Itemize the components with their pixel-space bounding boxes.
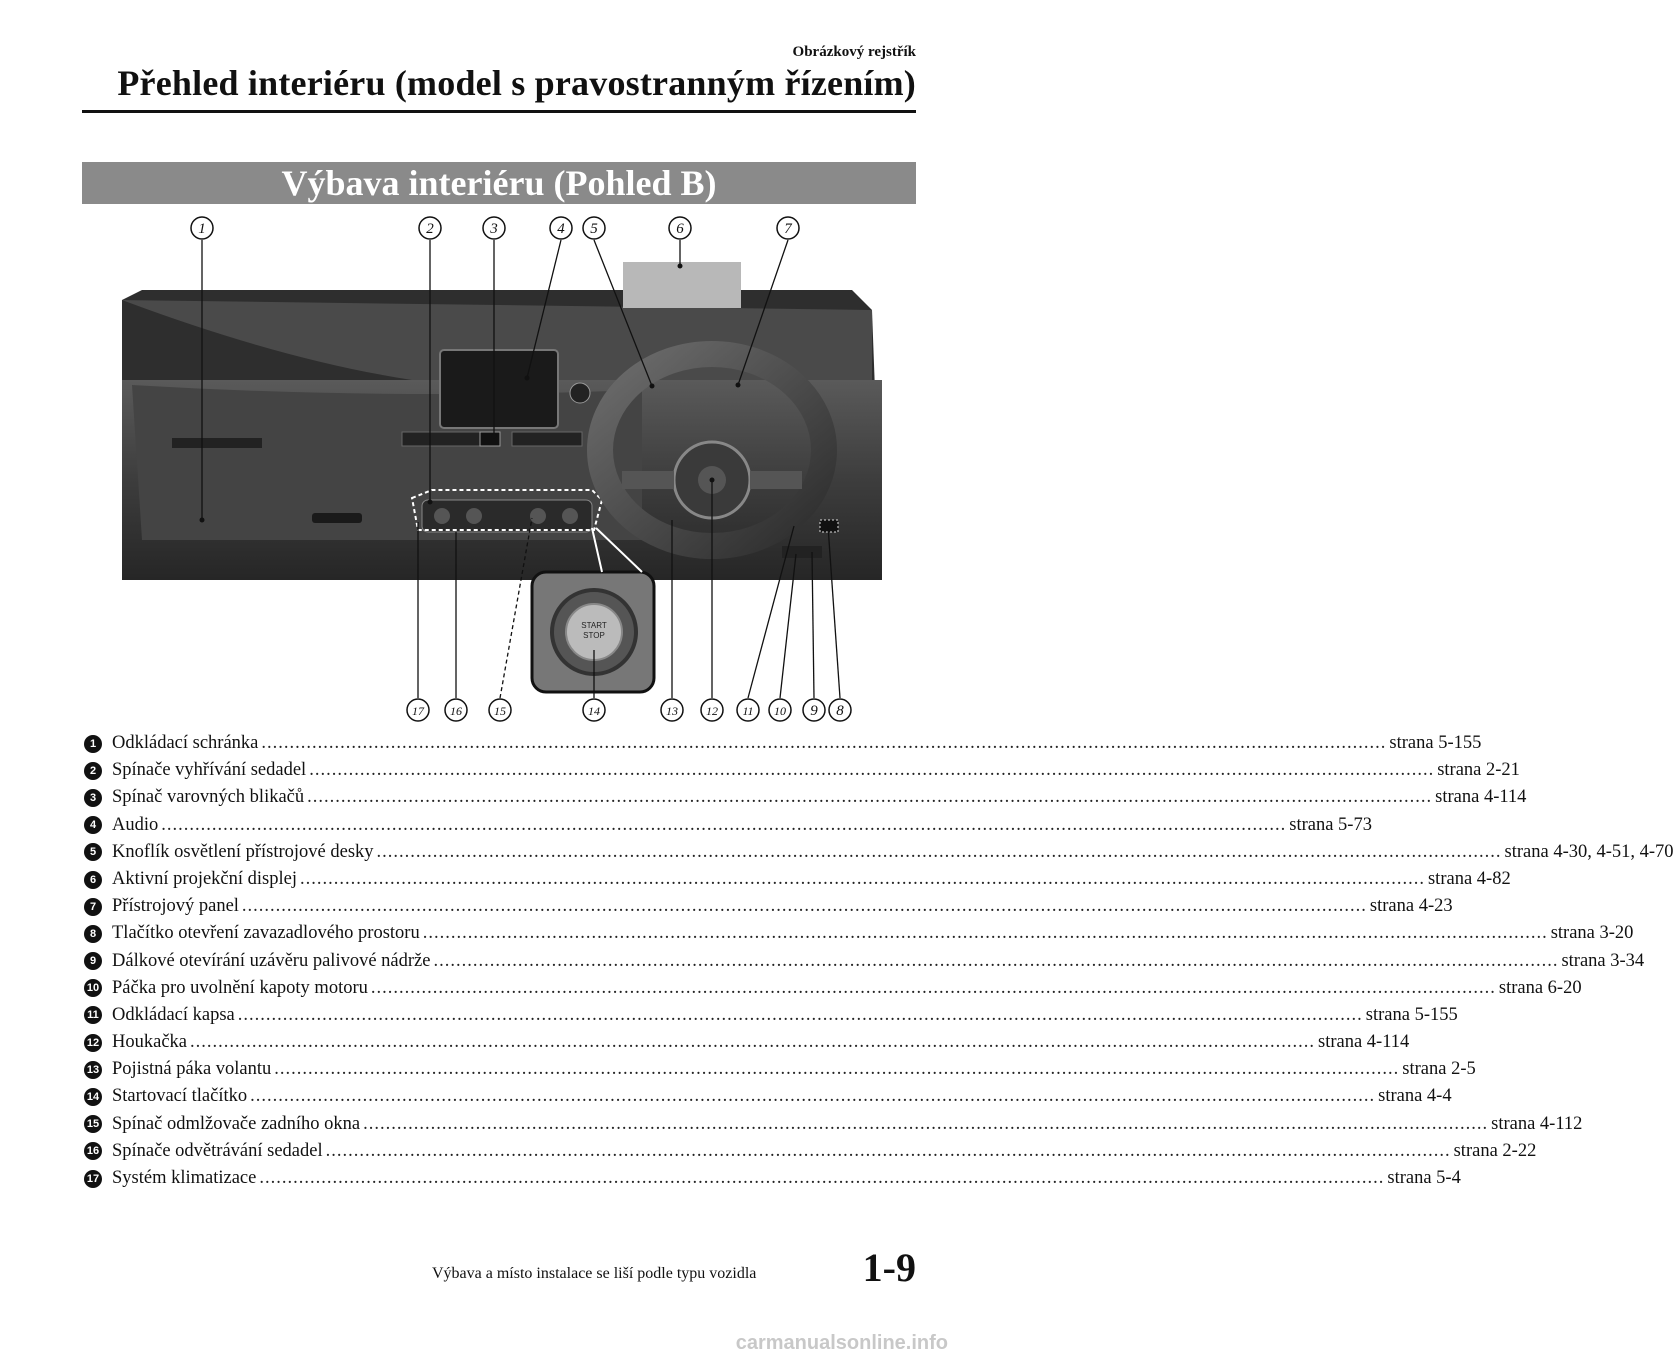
legend-number-badge: 7 bbox=[84, 898, 102, 916]
page-reference: strana 4-114 bbox=[1435, 787, 1527, 808]
legend-number-badge: 5 bbox=[84, 843, 102, 861]
callout-number: 13 bbox=[666, 704, 678, 718]
callout-number: 7 bbox=[784, 221, 792, 237]
dot-leader: ........................................................................................................................................................................................................ bbox=[241, 896, 1367, 917]
callout-number: 5 bbox=[590, 221, 598, 237]
callout-15 bbox=[489, 699, 511, 721]
dot-leader: ........................................................................................................................................................................................................ bbox=[433, 950, 1559, 971]
callout-6 bbox=[669, 217, 691, 239]
start-label-stop: STOP bbox=[583, 631, 605, 640]
legend-label: Knoflík osvětlení přístrojové desky bbox=[112, 841, 374, 862]
page-reference: strana 4-114 bbox=[1318, 1032, 1410, 1053]
page-title: Přehled interiéru (model s pravostranným řízením) bbox=[117, 63, 916, 103]
dashboard-illustration bbox=[82, 210, 916, 730]
dot-leader: ........................................................................................................................................................................................................ bbox=[259, 1168, 1385, 1188]
legend-row bbox=[84, 920, 1634, 947]
dot-leader: ........................................................................................................................................................................................................ bbox=[325, 1140, 1451, 1161]
callout-11 bbox=[737, 699, 759, 721]
interior-figure bbox=[82, 210, 916, 730]
legend-row bbox=[84, 812, 1372, 839]
callout-4 bbox=[550, 217, 572, 239]
callout-number: 17 bbox=[412, 704, 424, 718]
page-reference: strana 4-4 bbox=[1378, 1086, 1452, 1107]
legend-label: Pojistná páka volantu bbox=[112, 1059, 272, 1080]
page-reference: strana 5-73 bbox=[1289, 814, 1372, 835]
legend-label: Houkačka bbox=[112, 1032, 187, 1053]
legend-number-badge: 13 bbox=[84, 1061, 102, 1079]
dot-leader: ........................................................................................................................................................................................................ bbox=[250, 1086, 1376, 1107]
legend-row bbox=[84, 1083, 1452, 1110]
chapter-label: Obrázkový rejstřík bbox=[792, 44, 916, 60]
legend-number-badge: 11 bbox=[84, 1006, 102, 1024]
legend-label: Odkládací kapsa bbox=[112, 1004, 235, 1025]
dot-leader: ........................................................................................................................................................................................................ bbox=[309, 760, 1435, 781]
legend-label: Startovací tlačítko bbox=[112, 1086, 248, 1107]
callout-1 bbox=[191, 217, 213, 239]
legend-number-badge: 9 bbox=[84, 952, 102, 970]
dot-leader: ........................................................................................................................................................................................................ bbox=[363, 1113, 1489, 1134]
callout-number: 12 bbox=[706, 704, 718, 718]
legend-number-badge: 17 bbox=[84, 1170, 102, 1188]
callout-number: 8 bbox=[836, 703, 844, 719]
callout-number: 9 bbox=[810, 703, 818, 719]
page-number: 1-9 bbox=[862, 1245, 916, 1290]
dot-leader: ........................................................................................................................................................................................................ bbox=[237, 1004, 1363, 1025]
legend-row bbox=[84, 975, 1582, 1002]
legend-number-badge: 1 bbox=[84, 735, 102, 753]
legend-number-badge: 15 bbox=[84, 1115, 102, 1133]
callout-7 bbox=[777, 217, 799, 239]
legend-number-badge: 3 bbox=[84, 789, 102, 807]
legend-label: Odkládací schránka bbox=[112, 733, 259, 753]
page-reference: strana 4-30, 4-51, 4-70 bbox=[1504, 841, 1674, 862]
legend-row bbox=[84, 866, 1511, 893]
footer-note: Výbava a místo instalace se liší podle typu vozidla bbox=[432, 1265, 757, 1282]
legend-label: Přístrojový panel bbox=[112, 896, 239, 917]
callout-2 bbox=[419, 217, 441, 239]
callout-10 bbox=[769, 699, 791, 721]
legend-row bbox=[84, 1029, 1410, 1056]
dot-leader: ........................................................................................................................................................................................................ bbox=[370, 977, 1496, 998]
page-reference: strana 3-34 bbox=[1561, 950, 1645, 971]
legend-list bbox=[84, 730, 1674, 1192]
watermark: carmanualsonline.info bbox=[735, 1332, 948, 1354]
callout-9 bbox=[803, 699, 825, 721]
callout-16 bbox=[445, 699, 467, 721]
legend-row bbox=[84, 1056, 1476, 1083]
page-reference: strana 2-21 bbox=[1437, 760, 1520, 781]
dot-leader: ........................................................................................................................................................................................................ bbox=[261, 733, 1387, 753]
header-divider bbox=[82, 110, 916, 113]
legend-row bbox=[84, 1165, 1461, 1192]
legend-label: Aktivní projekční displej bbox=[112, 868, 297, 889]
dot-leader: ........................................................................................................................................................................................................ bbox=[376, 841, 1502, 862]
callout-13 bbox=[661, 699, 683, 721]
legend-row bbox=[84, 893, 1453, 920]
callout-12 bbox=[701, 699, 723, 721]
legend-row bbox=[84, 784, 1527, 811]
legend-row bbox=[84, 948, 1645, 975]
legend-label: Spínače vyhřívání sedadel bbox=[112, 760, 307, 781]
page-reference: strana 3-20 bbox=[1550, 923, 1634, 944]
page-reference: strana 5-155 bbox=[1389, 733, 1482, 753]
legend-row bbox=[84, 1111, 1583, 1138]
legend-number-badge: 2 bbox=[84, 762, 102, 780]
dot-leader: ........................................................................................................................................................................................................ bbox=[161, 814, 1287, 835]
legend-label: Audio bbox=[112, 814, 159, 835]
legend-label: Páčka pro uvolnění kapoty motoru bbox=[112, 977, 368, 998]
legend-number-badge: 12 bbox=[84, 1034, 102, 1052]
callout-8 bbox=[829, 699, 851, 721]
legend-row bbox=[84, 730, 1482, 757]
legend-label: Dálkové otevírání uzávěru palivové nádrže bbox=[112, 950, 431, 971]
legend-label: Systém klimatizace bbox=[112, 1168, 257, 1188]
legend-label: Spínač odmlžovače zadního okna bbox=[112, 1113, 361, 1134]
legend-number-badge: 14 bbox=[84, 1088, 102, 1106]
callout-17 bbox=[407, 699, 429, 721]
legend-label: Spínače odvětrávání sedadel bbox=[112, 1140, 323, 1161]
callout-number: 4 bbox=[557, 221, 565, 237]
page-reference: strana 5-155 bbox=[1365, 1004, 1458, 1025]
legend-number-badge: 16 bbox=[84, 1142, 102, 1160]
start-label-start: START bbox=[581, 621, 607, 630]
dot-leader: ........................................................................................................................................................................................................ bbox=[299, 868, 1425, 889]
page-reference: strana 4-23 bbox=[1369, 896, 1453, 917]
page-reference: strana 6-20 bbox=[1498, 977, 1582, 998]
callout-3 bbox=[483, 217, 505, 239]
callout-14 bbox=[583, 699, 605, 721]
callout-number: 2 bbox=[426, 221, 434, 237]
page-reference: strana 2-22 bbox=[1453, 1140, 1537, 1161]
legend-number-badge: 8 bbox=[84, 925, 102, 943]
callout-number: 10 bbox=[774, 704, 786, 718]
callout-number: 3 bbox=[490, 221, 498, 237]
callout-number: 14 bbox=[588, 704, 600, 718]
legend-row bbox=[84, 1138, 1537, 1165]
callout-number: 15 bbox=[494, 704, 506, 718]
legend-row bbox=[84, 839, 1674, 866]
legend-row bbox=[84, 757, 1520, 784]
callout-number: 16 bbox=[450, 704, 462, 718]
legend-label: Tlačítko otevření zavazadlového prostoru bbox=[112, 923, 420, 944]
callout-5 bbox=[583, 217, 605, 239]
dot-leader: ........................................................................................................................................................................................................ bbox=[274, 1059, 1400, 1080]
dot-leader: ........................................................................................................................................................................................................ bbox=[307, 787, 1433, 808]
legend-row bbox=[84, 1002, 1458, 1029]
callout-number: 6 bbox=[676, 221, 684, 237]
dot-leader: ........................................................................................................................................................................................................ bbox=[190, 1032, 1315, 1053]
legend-number-badge: 10 bbox=[84, 979, 102, 997]
page-reference: strana 4-112 bbox=[1491, 1113, 1583, 1134]
legend-label: Spínač varovných blikačů bbox=[112, 787, 305, 808]
callout-number: 11 bbox=[742, 704, 754, 718]
page-reference: strana 4-82 bbox=[1427, 868, 1511, 889]
section-title-band: Výbava interiéru (Pohled B) bbox=[82, 162, 916, 204]
callout-number: 1 bbox=[198, 221, 206, 237]
legend-number-badge: 6 bbox=[84, 871, 102, 889]
legend-number-badge: 4 bbox=[84, 816, 102, 834]
page-reference: strana 2-5 bbox=[1402, 1059, 1476, 1080]
dot-leader: ........................................................................................................................................................................................................ bbox=[422, 923, 1548, 944]
page-reference: strana 5-4 bbox=[1387, 1168, 1461, 1188]
